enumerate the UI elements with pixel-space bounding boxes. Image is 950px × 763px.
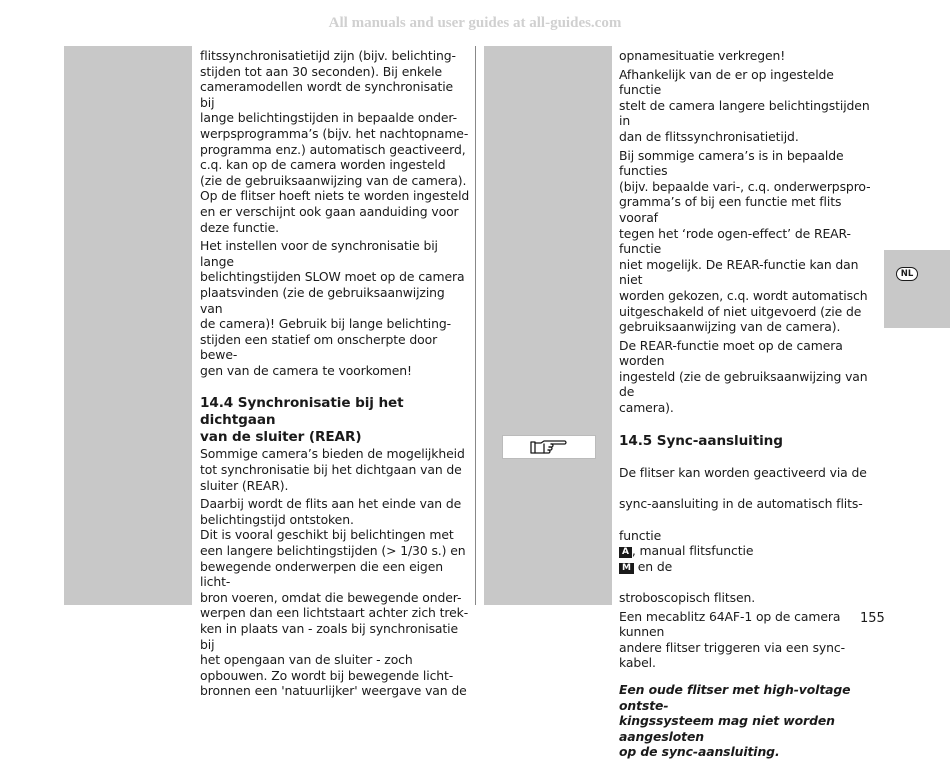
language-tab bbox=[884, 250, 950, 328]
language-badge: NL bbox=[896, 267, 918, 281]
note-icon-box bbox=[502, 435, 596, 459]
paragraph: opnamesituatie verkregen! bbox=[619, 48, 786, 63]
column-divider bbox=[475, 46, 476, 605]
paragraph: De REAR-functie moet op de camera worden ingesteld (zie de gebruiksaanwijzing van de camera). bbox=[619, 337, 868, 416]
page-number: 155 bbox=[860, 611, 885, 626]
text-line: stroboscopisch flitsen. bbox=[619, 590, 756, 605]
paragraph-sync bbox=[619, 450, 879, 606]
watermark: All manuals and user guides at all-guides.com bbox=[328, 15, 622, 31]
warning-note: Een oude flitser met high-voltage ontste- kingssysteem mag niet worden aangesloten op de sync-aansluiting. bbox=[619, 681, 851, 760]
paragraph: Het instellen voor de synchronisatie bij lange belichtingstijden SLOW moet op de camera plaatsvinden (zie de gebruiksaanwijzing van de camera)! Gebruik bij lange belichting- stijden een statief om onscherpte door bewe- gen van de camera te voorkomen! bbox=[200, 238, 465, 378]
mode-key-m: M bbox=[619, 563, 634, 574]
paragraph: Sommige camera’s bieden de mogelijkheid tot synchronisatie bij het dichtgaan van de sluiter (REAR). bbox=[200, 446, 465, 493]
section-heading-14-4: 14.4 Synchronisatie bij het dichtgaan van de sluiter (REAR) bbox=[200, 395, 404, 446]
pointing-hand-icon bbox=[529, 438, 569, 456]
right-text-column bbox=[619, 48, 879, 763]
paragraph: Een mecablitz 64AF-1 op de camera kunnen andere flitser triggeren via een sync-kabel. bbox=[619, 608, 845, 671]
middle-margin-column bbox=[484, 46, 612, 605]
paragraph: Afhankelijk van de er op ingestelde functie stelt de camera langere belichtingstijden in dan de flitssynchronisatietijd. bbox=[619, 66, 870, 144]
paragraph: flitssynchronisatietijd zijn (bijv. belichting- stijden tot aan 30 seconden). Bij enkele cameramodellen wordt de synchronisatie bij lange belichtingstijden in bepaalde onder- werpsprogramma’s (bijv. het nachtopname- programma enz.) automatisch geactiveerd, c.q. kan op de camera worden ingesteld (zie de gebruiksaanwijzing van de camera). Op de flitser hoeft niets te worden ingesteld en er verschijnt ook gaan aanduiding voor deze functie. bbox=[200, 48, 470, 235]
text-line: De flitser kan worden geactiveerd via de bbox=[619, 465, 867, 481]
text-line: en de bbox=[633, 558, 673, 574]
text-line: sync-aansluiting in de automatisch flits- bbox=[619, 496, 863, 512]
mode-key-a: A bbox=[619, 547, 632, 558]
left-text-column bbox=[200, 48, 470, 702]
text-line: functie bbox=[619, 527, 662, 543]
left-margin-column bbox=[64, 46, 192, 605]
paragraph: Bij sommige camera’s is in bepaalde functies (bijv. bepaalde vari-, c.q. onderwerpspro- gramma’s of bij een functie met flits vooraf tegen het ‘rode ogen-effect’ de REAR-functie niet mogelijk. De REAR-functie kan dan niet worden gekozen, c.q. wordt automatisch uitgeschakeld of niet uitgevoerd (zie de gebruiksaanwijzing van de camera). bbox=[619, 147, 871, 335]
text-line: , manual flitsfunctie bbox=[631, 543, 754, 559]
section-heading-14-5: 14.5 Sync-aansluiting bbox=[619, 432, 783, 449]
paragraph: Daarbij wordt de flits aan het einde van de belichtingstijd ontstoken. bbox=[200, 496, 462, 527]
paragraph: Dit is vooral geschikt bij belichtingen met een langere belichtingstijden (> 1/30 s.) en bewegende onderwerpen die een eigen licht- bron voeren, omdat die bewegende onder- werpen dan een lichtstaart achter zich trek- ken in plaats van - zoals bij synchronisatie bij het opengaan van de sluiter - zoch opbouwen. Zo wordt bij bewegende licht- bronnen een 'natuurlijker' weergave van de bbox=[200, 527, 469, 699]
